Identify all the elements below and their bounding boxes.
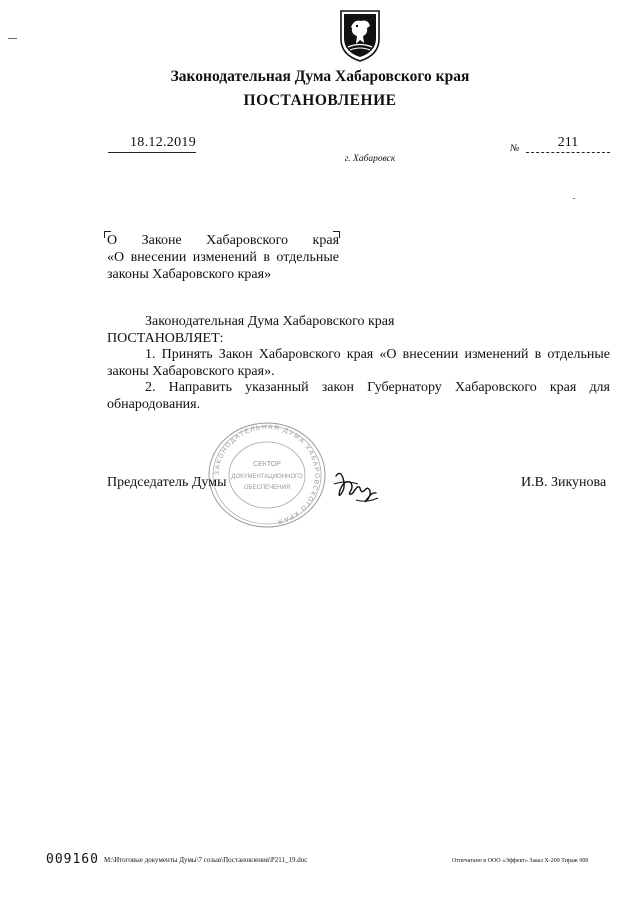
- signatory-name: И.В. Зикунова: [521, 475, 607, 490]
- stamp-center-line-1: СЕКТОР: [253, 461, 281, 468]
- subject-block: [107, 232, 339, 283]
- resolves-heading: ПОСТАНОВЛЯЕТ:: [107, 330, 224, 346]
- document-date: 18.12.2019: [130, 135, 196, 150]
- document-type-heading: ПОСТАНОВЛЕНИЕ: [243, 92, 397, 109]
- handwritten-signature: [330, 462, 382, 506]
- file-path: M:\Итоговые документы Думы\7 созыв\Постановления\Р211_19.doc: [104, 856, 308, 864]
- document-number: 211: [557, 135, 579, 150]
- registration-number: 009160: [46, 852, 99, 867]
- subject-line-3: законы Хабаровского края»: [107, 267, 272, 282]
- stamp-center-line-3: ОБЕСПЕЧЕНИЯ: [243, 485, 291, 491]
- subject-line-1: О Законе Хабаровского края: [107, 233, 340, 248]
- scan-speck: [573, 198, 575, 199]
- item-1-line-2: законы Хабаровского края».: [107, 363, 275, 379]
- scan-mark: [8, 38, 17, 39]
- item-2-line-2: обнародования.: [107, 396, 201, 412]
- number-sign: №: [510, 143, 520, 154]
- stamp-ring-text: ЗАКОНОДАТЕЛЬНАЯ ДУМА ХАБАРОВСКОГО КРАЯ: [213, 423, 321, 526]
- item-2-line-1: 2. Направить указанный закон Губернатору Хабаровского края для: [145, 380, 610, 395]
- print-info: Отпечатано в ООО «Эффект» Заказ Х-209 Тираж 900: [452, 858, 589, 864]
- preamble: Законодательная Дума Хабаровского края: [145, 314, 395, 329]
- resolution-body: [107, 314, 610, 413]
- city-label: г. Хабаровск: [344, 154, 396, 164]
- subject-line-2: «О внесении изменений в отдельные: [107, 250, 339, 265]
- stamp-center-line-2: ДОКУМЕНТАЦИОННОГО: [231, 474, 303, 480]
- coat-of-arms-emblem: [338, 7, 382, 63]
- organization-title: Законодательная Дума Хабаровского края: [170, 68, 470, 85]
- date-field: [108, 135, 196, 153]
- signatory-title: Председатель Думы: [107, 475, 227, 490]
- number-field: [526, 135, 610, 153]
- item-1-line-1: 1. Принять Закон Хабаровского края «О внесении изменений в отдельные: [145, 347, 610, 362]
